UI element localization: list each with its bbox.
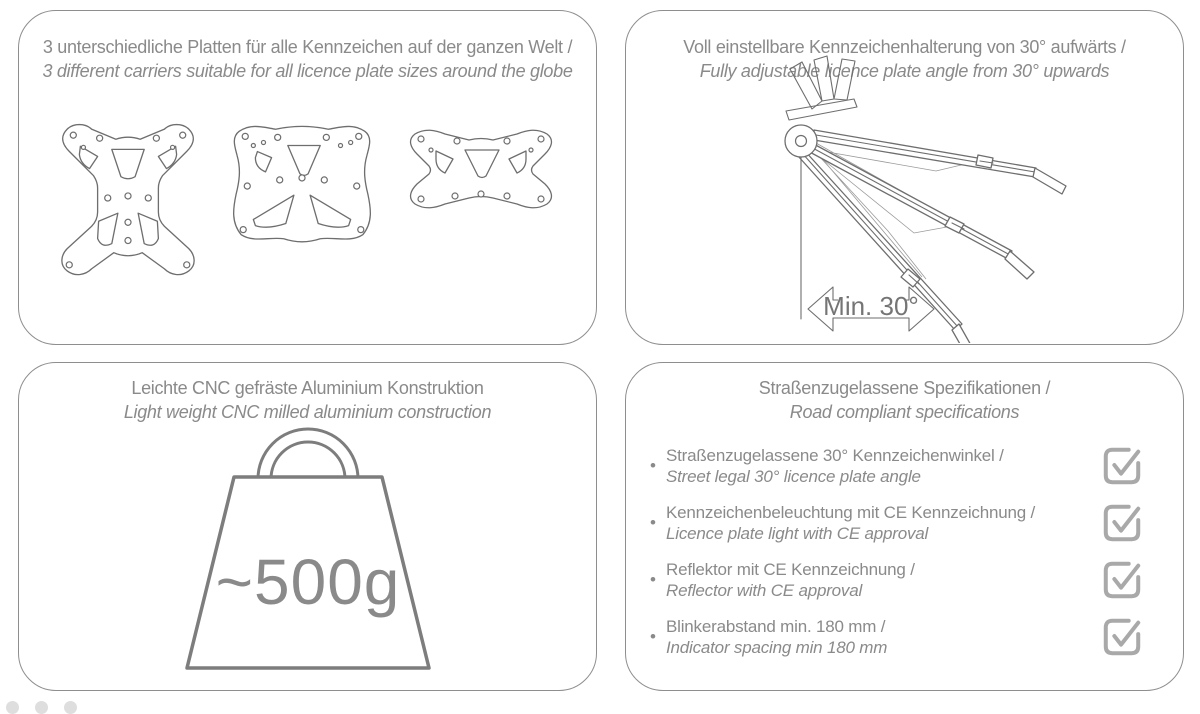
checkbox-checked-icon <box>1101 559 1143 601</box>
spec-item-angle <box>640 445 1153 487</box>
spec-angle-de: Straßenzugelassene 30° Kennzeichenwinkel / <box>666 446 1004 465</box>
weight-value: ~500g <box>215 546 400 618</box>
carrier-plate-drawing-1 <box>53 121 203 277</box>
bullet-dot: • <box>650 513 656 532</box>
checkbox-checked-icon <box>1101 445 1143 487</box>
panel-carrier-plates <box>18 10 597 345</box>
bullet-dot: • <box>650 570 656 589</box>
carriers-title <box>19 11 596 84</box>
carousel-dot[interactable] <box>6 701 19 714</box>
carriers-title-en: 3 different carriers suitable for all licence plate sizes around the globe <box>42 61 573 82</box>
weight-title <box>19 363 596 425</box>
spec-light-en: Licence plate light with CE approval <box>666 524 929 543</box>
spec-light-de: Kennzeichenbeleuchtung mit CE Kennzeichnung / <box>666 503 1036 522</box>
bullet-dot: • <box>650 456 656 475</box>
carousel-dot[interactable] <box>64 701 77 714</box>
bullet-dot: • <box>650 627 656 646</box>
specs-title-de: Straßenzugelassene Spezifikationen / <box>758 378 1051 398</box>
panel-specifications <box>625 362 1184 691</box>
angle-title-en: Fully adjustable licence plate angle from 30° upwards <box>699 61 1110 82</box>
spec-item-indicator <box>640 616 1153 658</box>
spec-item-light <box>640 502 1153 544</box>
spec-reflector-de: Reflektor mit CE Kennzeichnung / <box>666 560 915 579</box>
carousel-dot[interactable] <box>35 701 48 714</box>
specs-list <box>640 445 1153 673</box>
spec-reflector-en: Reflector with CE approval <box>666 581 863 600</box>
specs-title <box>626 363 1183 425</box>
min-angle-label: Min. 30° <box>823 291 919 321</box>
panel-weight <box>18 362 597 691</box>
angle-bracket-drawing <box>626 11 1182 343</box>
spec-angle-en: Street legal 30° licence plate angle <box>666 467 921 486</box>
weight-icon <box>158 427 458 677</box>
carriers-title-de: 3 unterschiedliche Platten für alle Kennzeichen auf der ganzen Welt / <box>42 37 573 57</box>
carrier-plate-drawing-3 <box>403 125 559 213</box>
weight-title-de: Leichte CNC gefräste Aluminium Konstruktion <box>131 378 484 398</box>
spec-item-reflector <box>640 559 1153 601</box>
checkbox-checked-icon <box>1101 502 1143 544</box>
spec-indicator-en: Indicator spacing min 180 mm <box>666 638 888 657</box>
carrier-plate-drawing-2 <box>227 121 377 245</box>
spec-indicator-de: Blinkerabstand min. 180 mm / <box>666 617 886 636</box>
weight-title-en: Light weight CNC milled aluminium construction <box>123 402 492 423</box>
panel-adjustable-angle <box>625 10 1184 345</box>
checkbox-checked-icon <box>1101 616 1143 658</box>
specs-title-en: Road compliant specifications <box>789 402 1020 423</box>
carousel-dots <box>6 701 77 714</box>
angle-title-de: Voll einstellbare Kennzeichenhalterung von 30° aufwärts / <box>683 37 1126 57</box>
